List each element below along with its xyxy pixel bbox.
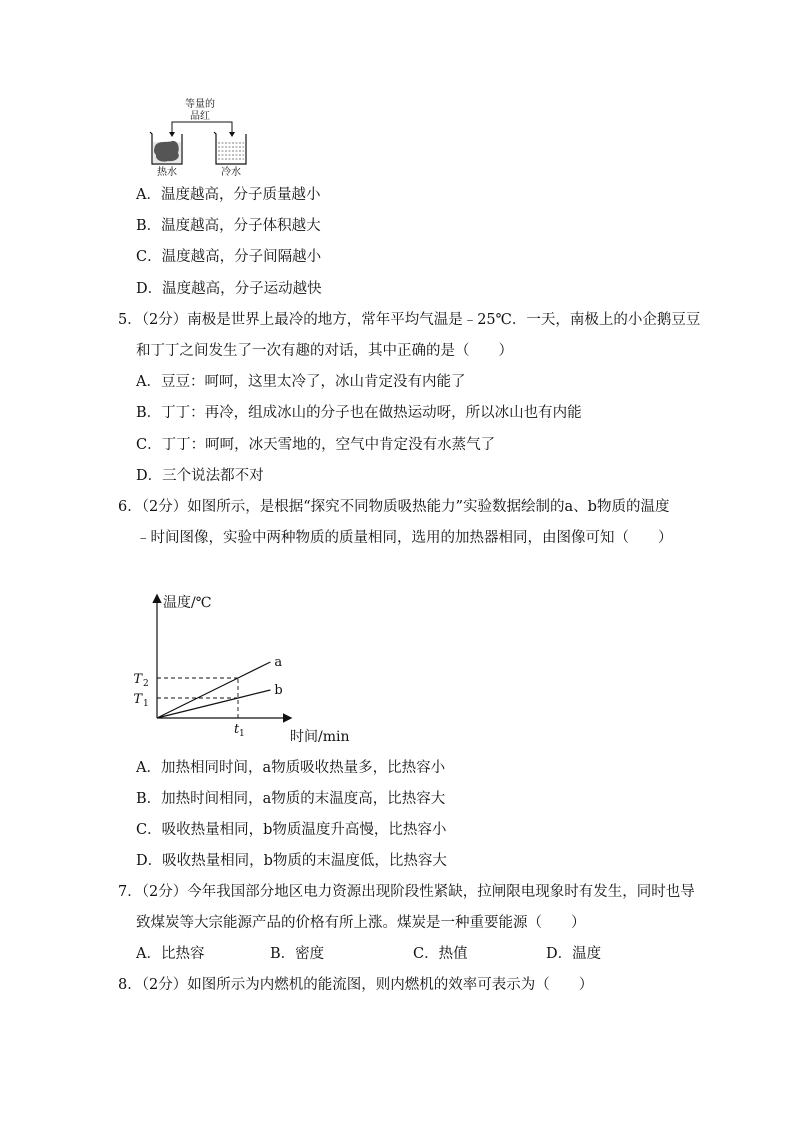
q6-option-a[interactable]: A．加热相同时间，a物质吸收热量多，比热容小 [136, 760, 446, 776]
q7-stem-line2: 致煤炭等大宗能源产品的价格有所上涨。煤炭是一种重要能源（ ） [136, 915, 586, 931]
cold-water-beaker [214, 132, 246, 164]
q4-option-a[interactable]: A．温度越高，分子质量越小 [136, 187, 321, 203]
hot-water-label: 热水 [157, 167, 177, 178]
q5-option-d[interactable]: D．三个说法都不对 [136, 468, 264, 484]
series-label-a: a [274, 655, 283, 670]
q6-option-d[interactable]: D．吸收热量相同，b物质的末温度低，比热容大 [136, 853, 447, 869]
y-tick-label-T1: T [133, 692, 142, 707]
q6-option-b[interactable]: B．加热时间相同，a物质的末温度高，比热容大 [136, 791, 446, 807]
temperature-time-chart [133, 588, 360, 748]
series-line-a [157, 662, 270, 718]
x-tick-label-t1: t [234, 722, 240, 737]
q7-option-d[interactable]: D．温度 [546, 946, 602, 962]
q6-stem-line1: 6．（2分）如图所示，是根据“探究不同物质吸热能力”实验数据绘制的a、b物质的温度 [118, 499, 670, 515]
q4-option-d[interactable]: D．温度越高，分子运动越快 [136, 281, 322, 297]
y-tick-sub-T2: 2 [143, 679, 149, 689]
arrow-to-beakers [172, 122, 232, 134]
q6-stem-line2: ﹣时间图像，实验中两种物质的质量相同，选用的加热器相同，由图像可知（ ） [136, 530, 673, 546]
q5-option-c[interactable]: C．丁丁：呵呵，冰天雪地的，空气中肯定没有水蒸气了 [136, 437, 496, 453]
beaker-figure [140, 96, 260, 178]
q7-stem-line1: 7．（2分）今年我国部分地区电力资源出现阶段性紧缺，拉闸限电现象时有发生，同时也导 [118, 884, 695, 900]
q4-option-b[interactable]: B．温度越高，分子体积越大 [136, 218, 321, 234]
figure-caption-line2: 品红 [190, 111, 210, 122]
q7-option-a[interactable]: A．比热容 [136, 946, 205, 962]
x-tick-sub-t1: 1 [239, 729, 245, 739]
y-axis-label: 温度/℃ [163, 595, 212, 611]
hot-water-beaker [150, 132, 182, 164]
cold-water-label: 冷水 [221, 167, 241, 178]
y-tick-label-T2: T [133, 672, 142, 687]
q7-option-c[interactable]: C．热值 [413, 946, 468, 962]
figure-caption-line1: 等量的 [185, 99, 215, 110]
q6-option-c[interactable]: C．吸收热量相同，b物质温度升高慢，比热容小 [136, 822, 447, 838]
q4-option-c[interactable]: C．温度越高，分子间隔越小 [136, 249, 322, 265]
q5-option-b[interactable]: B．丁丁：再冷，组成冰山的分子也在做热运动呀，所以冰山也有内能 [136, 405, 582, 421]
x-axis-label: 时间/min [290, 729, 350, 745]
q5-stem-line1: 5．（2分）南极是世界上最冷的地方，常年平均气温是﹣25℃．一天，南极上的小企鹅豆豆 [118, 312, 701, 328]
q5-stem-line2: 和丁丁之间发生了一次有趣的对话，其中正确的是（ ） [136, 343, 513, 359]
series-line-b [157, 690, 270, 718]
q5-option-a[interactable]: A．豆豆：呵呵，这里太冷了，冰山肯定没有内能了 [136, 374, 466, 390]
y-tick-sub-T1: 1 [143, 699, 149, 709]
series-label-b: b [274, 683, 283, 698]
q8-stem-line1: 8．（2分）如图所示为内燃机的能流图，则内燃机的效率可表示为（ ） [118, 977, 594, 993]
q7-option-b[interactable]: B．密度 [270, 946, 325, 962]
